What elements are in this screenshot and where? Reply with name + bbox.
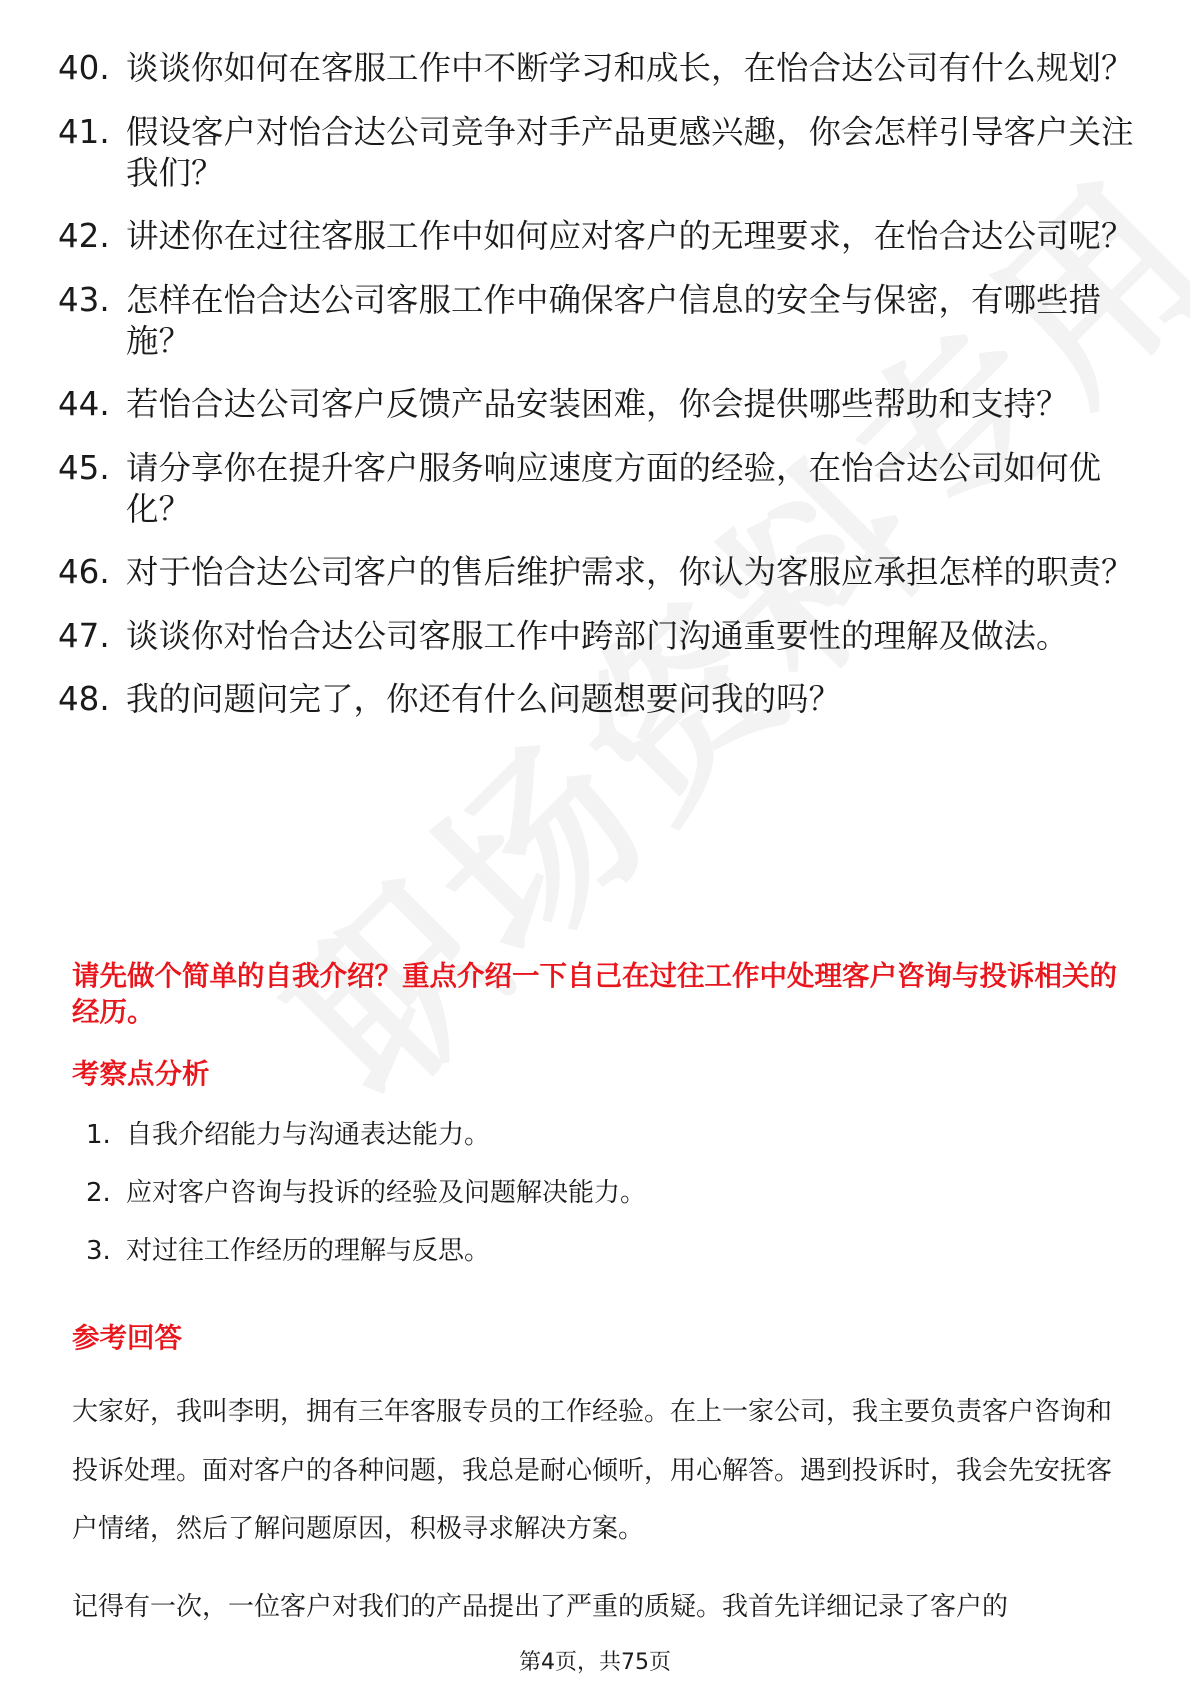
question-item (58, 552, 1138, 593)
question-text: 谈谈你对怡合达公司客服工作中跨部门沟通重要性的理解及做法。 (126, 616, 1069, 655)
question-list (58, 48, 1138, 743)
analysis-point (86, 1234, 1086, 1268)
question-text: 谈谈你如何在客服工作中不断学习和成长，在怡合达公司有什么规划？ (126, 49, 1134, 87)
answer-paragraph: 大家好，我叫李明，拥有三年客服专员的工作经验。在上一家公司，我主要负责客户咨询和投诉处理。面对客户的各种问题，我总是耐心倾听，用心解答。遇到投诉时，我会先安抚客户情绪，然后了解问题原因，积极寻求解决方案。 (72, 1397, 1113, 1544)
analysis-point (86, 1176, 1086, 1210)
question-number: 44. (58, 385, 110, 423)
answer-title: 参考回答 (72, 1322, 182, 1354)
question-text: 对于怡合达公司客户的售后维护需求，你认为客服应承担怎样的职责？ (126, 553, 1134, 591)
point-number: 3. (86, 1236, 111, 1266)
question-number: 41. (58, 112, 110, 151)
point-text: 自我介绍能力与沟通表达能力。 (126, 1120, 491, 1150)
question-item (58, 216, 1138, 257)
analysis-point-list (86, 1118, 1086, 1292)
question-number: 40. (58, 49, 110, 87)
question-number: 42. (58, 217, 110, 255)
question-item (58, 280, 1138, 362)
main-question-heading: 请先做个简单的自我介绍？重点介绍一下自己在过往工作中处理客户咨询与投诉相关的经历。 (72, 960, 1117, 1028)
question-number: 46. (58, 553, 110, 591)
question-number: 48. (58, 680, 110, 718)
question-number: 47. (58, 616, 110, 655)
question-item (58, 112, 1138, 194)
question-item (58, 679, 1138, 720)
question-number: 45. (58, 448, 110, 487)
question-text: 若怡合达公司客户反馈产品安装困难，你会提供哪些帮助和支持？ (126, 385, 1069, 423)
question-text: 请分享你在提升客户服务响应速度方面的经验，在怡合达公司如何优化？ (126, 448, 1102, 528)
analysis-title: 考察点分析 (72, 1058, 210, 1090)
point-text: 应对客户咨询与投诉的经验及问题解决能力。 (126, 1178, 647, 1208)
point-number: 2. (86, 1178, 111, 1208)
question-text: 讲述你在过往客服工作中如何应对客户的无理要求，在怡合达公司呢？ (126, 217, 1134, 255)
question-item (58, 48, 1138, 89)
question-item (58, 448, 1138, 530)
question-text: 我的问题问完了，你还有什么问题想要问我的吗？ (126, 680, 842, 718)
question-item (58, 616, 1138, 657)
question-number: 43. (58, 280, 110, 319)
answer-paragraph: 记得有一次，一位客户对我们的产品提出了严重的质疑。我首先详细记录了客户的 (72, 1592, 1009, 1622)
question-item (58, 384, 1138, 425)
point-text: 对过往工作经历的理解与反思。 (126, 1236, 491, 1266)
page-footer: 第4页，共75页 (519, 1650, 671, 1675)
question-text: 假设客户对怡合达公司竞争对手产品更感兴趣，你会怎样引导客户关注我们？ (126, 112, 1134, 192)
question-text: 怎样在怡合达公司客服工作中确保客户信息的安全与保密，有哪些措施？ (126, 280, 1102, 360)
analysis-point (86, 1118, 1086, 1152)
point-number: 1. (86, 1120, 111, 1150)
